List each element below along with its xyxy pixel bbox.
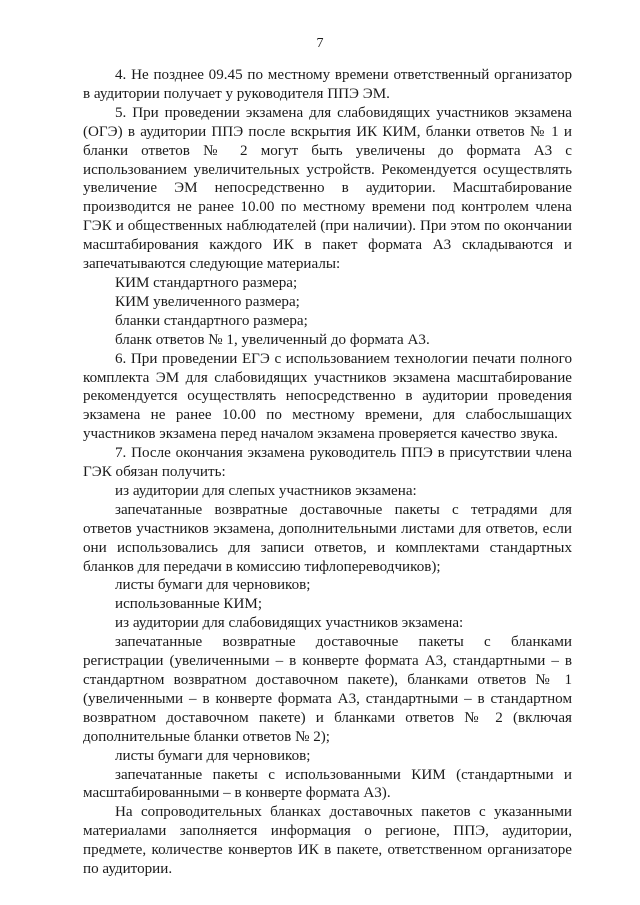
section-heading-low-vision: из аудитории для слабовидящих участников экзамена: xyxy=(115,615,464,632)
list-item: запечатанные возвратные доставочные пакеты с тетрадями для ответов участников экзамена, дополнительными листами для ответов, если они использовались для записи ответов, и комплектами стандартных бланков для передачи в комиссию тифлопереводчиков); xyxy=(83,501,572,575)
list-item: листы бумаги для черновиков; xyxy=(115,747,311,764)
list-item: использованные КИМ; xyxy=(115,596,263,613)
list-item: бланк ответов № 1, увеличенный до формата А3. xyxy=(115,331,430,348)
section-heading-blind: из аудитории для слепых участников экзамена: xyxy=(115,482,417,499)
list-item: КИМ увеличенного размера; xyxy=(115,293,300,310)
list-item: бланки стандартного размера; xyxy=(115,312,308,329)
paragraph-item-5: 5. При проведении экзамена для слабовидящих участников экзамена (ОГЭ) в аудитории ППЭ после вскрытия ИК КИМ, бланки ответов № 1 и бланки ответов № 2 могут быть увеличены до формата А3 с использованием увеличительных устройств. Рекомендуется осуществлять увеличение ЭМ непосредственно в аудитории. Масштабирование производится не ранее 10.00 по местному времени под контролем члена ГЭК и общественных наблюдателей (при наличии). При этом по окончании масштабирования каждого ИК в пакет формата А3 складываются и запечатываются следующие материалы: xyxy=(83,104,572,273)
paragraph-item-4: 4. Не позднее 09.45 по местному времени ответственный организатор в аудитории получает у руководителя ППЭ ЭМ. xyxy=(83,67,572,102)
paragraph-item-7: 7. После окончания экзамена руководитель ППЭ в присутствии члена ГЭК обязан получить: xyxy=(83,445,572,481)
document-body xyxy=(83,66,572,879)
paragraph-final: На сопроводительных бланках доставочных пакетов с указанными материалами заполняется информация о регионе, ППЭ, аудитории, предмете, количестве конвертов ИК в пакете, ответственном организаторе по аудитории. xyxy=(83,804,572,878)
list-item: запечатанные возвратные доставочные пакеты с бланками регистрации (увеличенными – в конверте формата А3, стандартными – в стандартном возвратном доставочном пакете), бланками ответов № 1 (увеличенными – в конверте формата А3, стандартными – в стандартном возвратном доставочном пакете) и бланками ответов № 2 (включая дополнительные бланки ответов № 2); xyxy=(83,634,572,745)
page-number: 7 xyxy=(316,36,324,51)
list-item: КИМ стандартного размера; xyxy=(115,274,298,291)
list-item: листы бумаги для черновиков; xyxy=(115,577,311,594)
list-item: запечатанные пакеты с использованными КИМ (стандартными и масштабированными – в конверте формата А3). xyxy=(83,766,572,802)
paragraph-item-6: 6. При проведении ЕГЭ с использованием технологии печати полного комплекта ЭМ для слабовидящих участников экзамена масштабирование рекомендуется осуществлять непосредственно в аудитории проведения экзамена не ранее 10.00 по местному времени, для слабослышащих участников экзамена перед началом экзамена проверяется качество звука. xyxy=(83,350,572,443)
